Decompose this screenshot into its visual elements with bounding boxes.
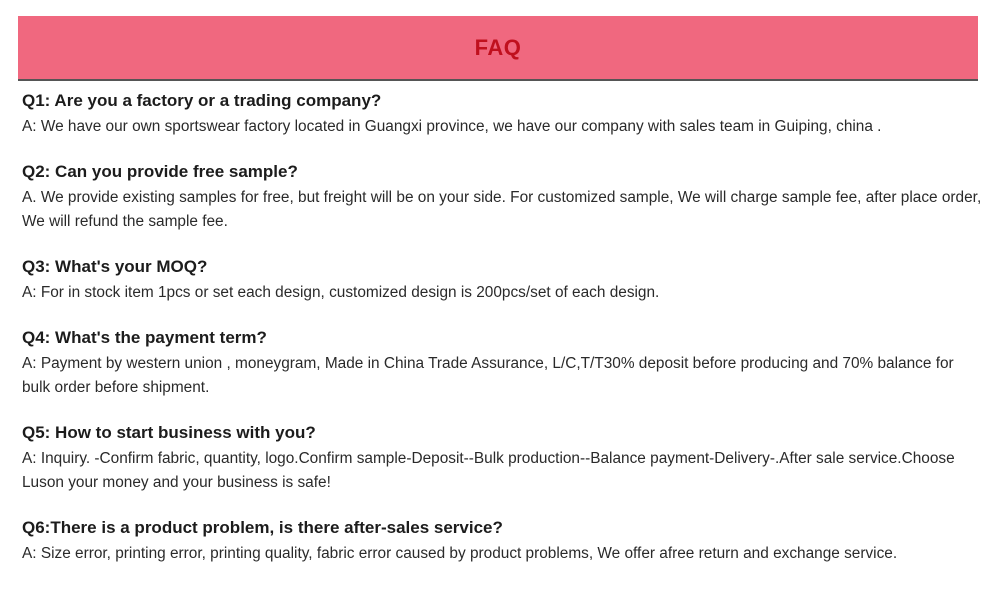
faq-header [18, 16, 978, 81]
faq-question: Q3: What's your MOQ? [22, 257, 208, 276]
faq-question: Q5: How to start business with you? [22, 423, 316, 442]
faq-item-6 [22, 516, 982, 566]
faq-item-5 [22, 421, 982, 495]
faq-answer: A. We provide existing samples for free, but freight will be on your side. For customized sample, We will charge sample fee, after place order, We will refund the sample fee. [22, 189, 982, 230]
faq-item-3 [22, 255, 982, 305]
faq-title: FAQ [474, 34, 522, 60]
faq-item-4 [22, 326, 982, 400]
faq-question: Q2: Can you provide free sample? [22, 162, 298, 181]
faq-answer: A: Inquiry. -Confirm fabric, quantity, logo.Confirm sample-Deposit--Bulk production--Balance payment-Delivery-.After sale service.Choose Luson your money and your business is safe! [22, 450, 955, 491]
faq-answer: A: Size error, printing error, printing quality, fabric error caused by product problems, We offer afree return and exchange service. [22, 545, 898, 562]
faq-item-1 [22, 89, 982, 139]
faq-list [22, 89, 982, 587]
faq-answer: A: For in stock item 1pcs or set each design, customized design is 200pcs/set of each design. [22, 284, 660, 301]
faq-item-2 [22, 160, 982, 234]
faq-question: Q6:There is a product problem, is there after-sales service? [22, 518, 503, 537]
faq-answer: A: We have our own sportswear factory located in Guangxi province, we have our company with sales team in Guiping, china . [22, 118, 882, 135]
faq-question: Q4: What's the payment term? [22, 328, 267, 347]
faq-answer: A: Payment by western union , moneygram, Made in China Trade Assurance, L/C,T/T30% deposit before producing and 70% balance for bulk order before shipment. [22, 355, 954, 396]
faq-question: Q1: Are you a factory or a trading company? [22, 91, 382, 110]
